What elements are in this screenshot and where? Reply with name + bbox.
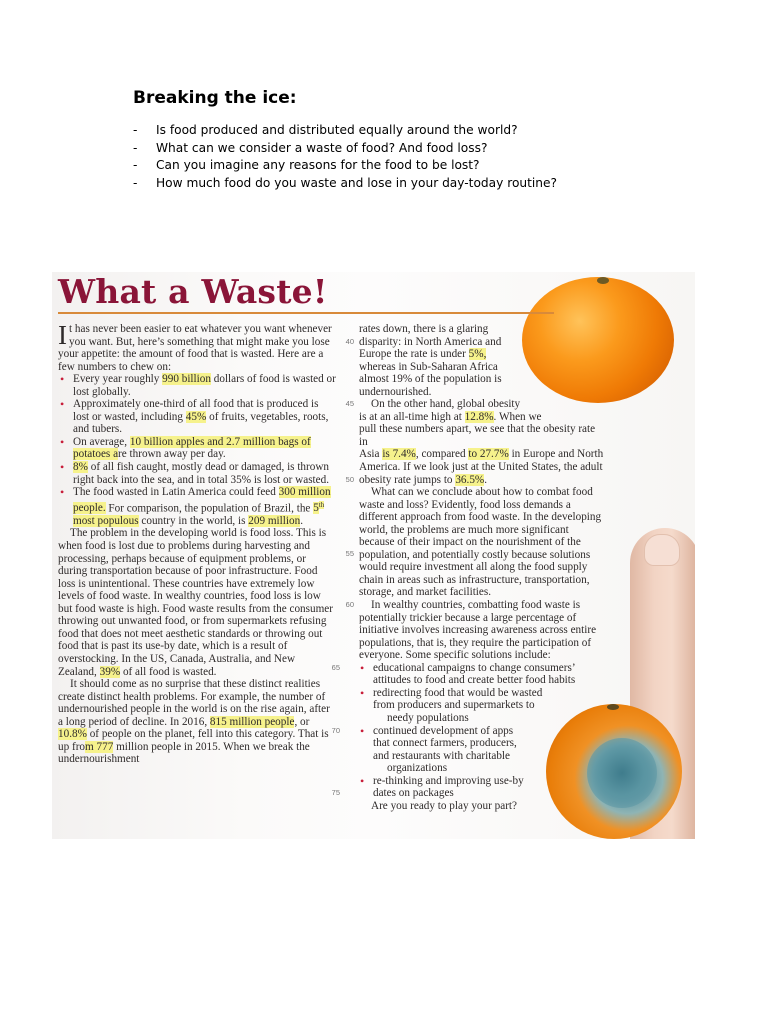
solution-item: • 65 educational campaigns to change consumers’ attitudes to food and create better food habits — [359, 662, 606, 687]
article-scan — [52, 272, 695, 839]
fingernail — [644, 534, 680, 566]
highlight: to 27.7% — [468, 448, 509, 461]
text-line: Europe the rate is under 5%, — [359, 348, 487, 361]
line-number: 45 — [345, 399, 354, 409]
left-column — [58, 320, 336, 766]
text-line: rates down, there is a glaring — [359, 323, 489, 335]
highlight: 45% — [185, 410, 207, 423]
fact-item: • Approximately one-third of all food that is produced is lost or wasted, including 45% of fruits, vegetables, roots, and tubers. — [58, 398, 336, 436]
highlight: m 777 — [85, 740, 114, 753]
drop-cap: I — [58, 320, 67, 350]
highlight: 8% — [73, 461, 88, 474]
text-line: almost 19% of the population is — [359, 373, 502, 386]
right-column — [331, 323, 606, 812]
line-number: 75 — [331, 788, 340, 798]
highlight: 10 billion apples and 2.7 million bags of potatoes a — [73, 435, 311, 461]
text-line: Asia is 7.4%, compared to 27.7% in Europe and North — [359, 448, 604, 461]
text-line: 50 obesity rate jumps to 36.5%. — [359, 474, 606, 487]
solutions-list — [331, 661, 606, 800]
intro-title: Breaking the ice: — [133, 88, 297, 108]
intro-section — [133, 88, 693, 192]
solution-item: • re-thinking and improving use-by 75 dates on packages — [359, 775, 606, 800]
question-item: - Is food produced and distributed equally around the world? — [133, 122, 693, 140]
text-line: whereas in Sub-Saharan Africa — [359, 360, 498, 373]
text-line: pull these numbers apart, we see that the obesity rate in — [359, 423, 596, 448]
question-item: - How much food do you waste and lose in your day-today routine? — [133, 175, 693, 193]
highlight: is 7.4% — [382, 448, 416, 461]
line-number: • 70 — [331, 725, 340, 735]
highlight: 990 billion — [162, 373, 211, 386]
closing-question: Are you ready to play your part? — [371, 799, 518, 812]
solution-item: • redirecting food that would be wasted from producers and supermarkets to needy populations — [359, 687, 606, 725]
fact-item: • Every year roughly 990 billion dollars of food is wasted or lost globally. — [58, 373, 336, 398]
text-line: 45 On the other hand, global obesity — [359, 398, 606, 411]
fact-item: • 8% of all fish caught, mostly dead or damaged, is thrown right back into the sea, and in total 35% is lost or wasted. — [58, 461, 336, 486]
fact-item: • The food wasted in Latin America could feed 300 million people. For comparison, the population of Brazil, the 5th most populous country in the world, is 209 million. — [58, 486, 336, 527]
line-number: • 65 — [331, 662, 340, 672]
highlight: 300 million people. — [73, 486, 331, 515]
title-rule — [58, 312, 554, 314]
orange-stem — [597, 277, 609, 284]
article-title: What a Waste! — [58, 272, 328, 311]
highlight: 209 million — [248, 514, 301, 527]
paragraph-food-loss: The problem in the developing world is food loss. This is when food is lost due to problems during harvesting and processing, perhaps because of equipment problems, or during transportation because of poor infrastructure. Food loss is unintentional. These countries have extremely low levels of food waste. In wealthy countries, food loss is low but food waste is high. Food waste results from the consumer throwing out unwanted food, or from supermarkets refusing food that does not meet aesthetic standards or throwing out food that is past its use-by date, which is a result of overstocking. In the US, Canada, Australia, and New Zealand, 39% of all food is wasted. — [58, 527, 333, 678]
paragraph-conclusion: 55 What can we conclude about how to combat food waste and loss? Evidently, food loss demands a different approach from food waste. In the developing world, the problems are much more significant because of their impact on the nourishment of the population, and potentially costly because solutions would require investment all along the food supply chain in areas such as infrastructure, transportation, storage, and market facilities. — [359, 486, 606, 599]
text-line: America. If we look just at the United States, the adult — [359, 461, 603, 474]
question-list — [133, 122, 693, 192]
question-item: - What can we consider a waste of food? And food loss? — [133, 140, 693, 158]
highlight: 10.8% — [58, 728, 87, 741]
highlight: 5 — [313, 502, 319, 515]
line-number: 40 — [345, 336, 354, 346]
paragraph-intro: It has never been easier to eat whatever you want whenever you want. But, here’s something that might make you lose your appetite: the amount of food that is wasted. Here are a few numbers to chew on: — [58, 320, 332, 373]
highlight: 39% — [99, 665, 121, 678]
highlight: 12.8% — [464, 410, 494, 423]
highlight: 815 million people — [209, 715, 295, 728]
moldy-orange-stem — [607, 704, 619, 710]
solution-item: • 70 continued development of apps that connect farmers, producers, and restaurants with charitable organizations — [359, 725, 606, 775]
line-number: 55 — [345, 549, 354, 559]
line-number: 60 — [345, 600, 354, 610]
paragraph-health: It should come as no surprise that these distinct realities create distinct health problems. For example, the number of undernourished people in the world is on the rise again, after a long period of decline. In 2016, 815 million people, or 10.8% of people on the planet, fell into this category. That is up from 777 million people in 2015. When we break the undernourishment — [58, 678, 330, 766]
facts-list — [58, 373, 336, 527]
text-line: is at an all-time high at 12.8%. When we — [359, 410, 542, 423]
highlight: 36.5% — [455, 473, 485, 486]
question-item: - Can you imagine any reasons for the food to be lost? — [133, 157, 693, 175]
text-line: 40 disparity: in North America and — [359, 336, 606, 349]
highlight: 5%, — [468, 348, 487, 361]
line-number: 50 — [345, 474, 354, 484]
fact-item: • On average, 10 billion apples and 2.7 million bags of potatoes are thrown away per day. — [58, 436, 336, 461]
text-line: undernourished. — [359, 385, 432, 398]
paragraph-wealthy: 60 In wealthy countries, combatting food waste is potentially trickier because a large percentage of initiative involves increasing awareness across entire populations, that is, they require the participation of everyone. Some specific solutions include: — [359, 599, 606, 662]
